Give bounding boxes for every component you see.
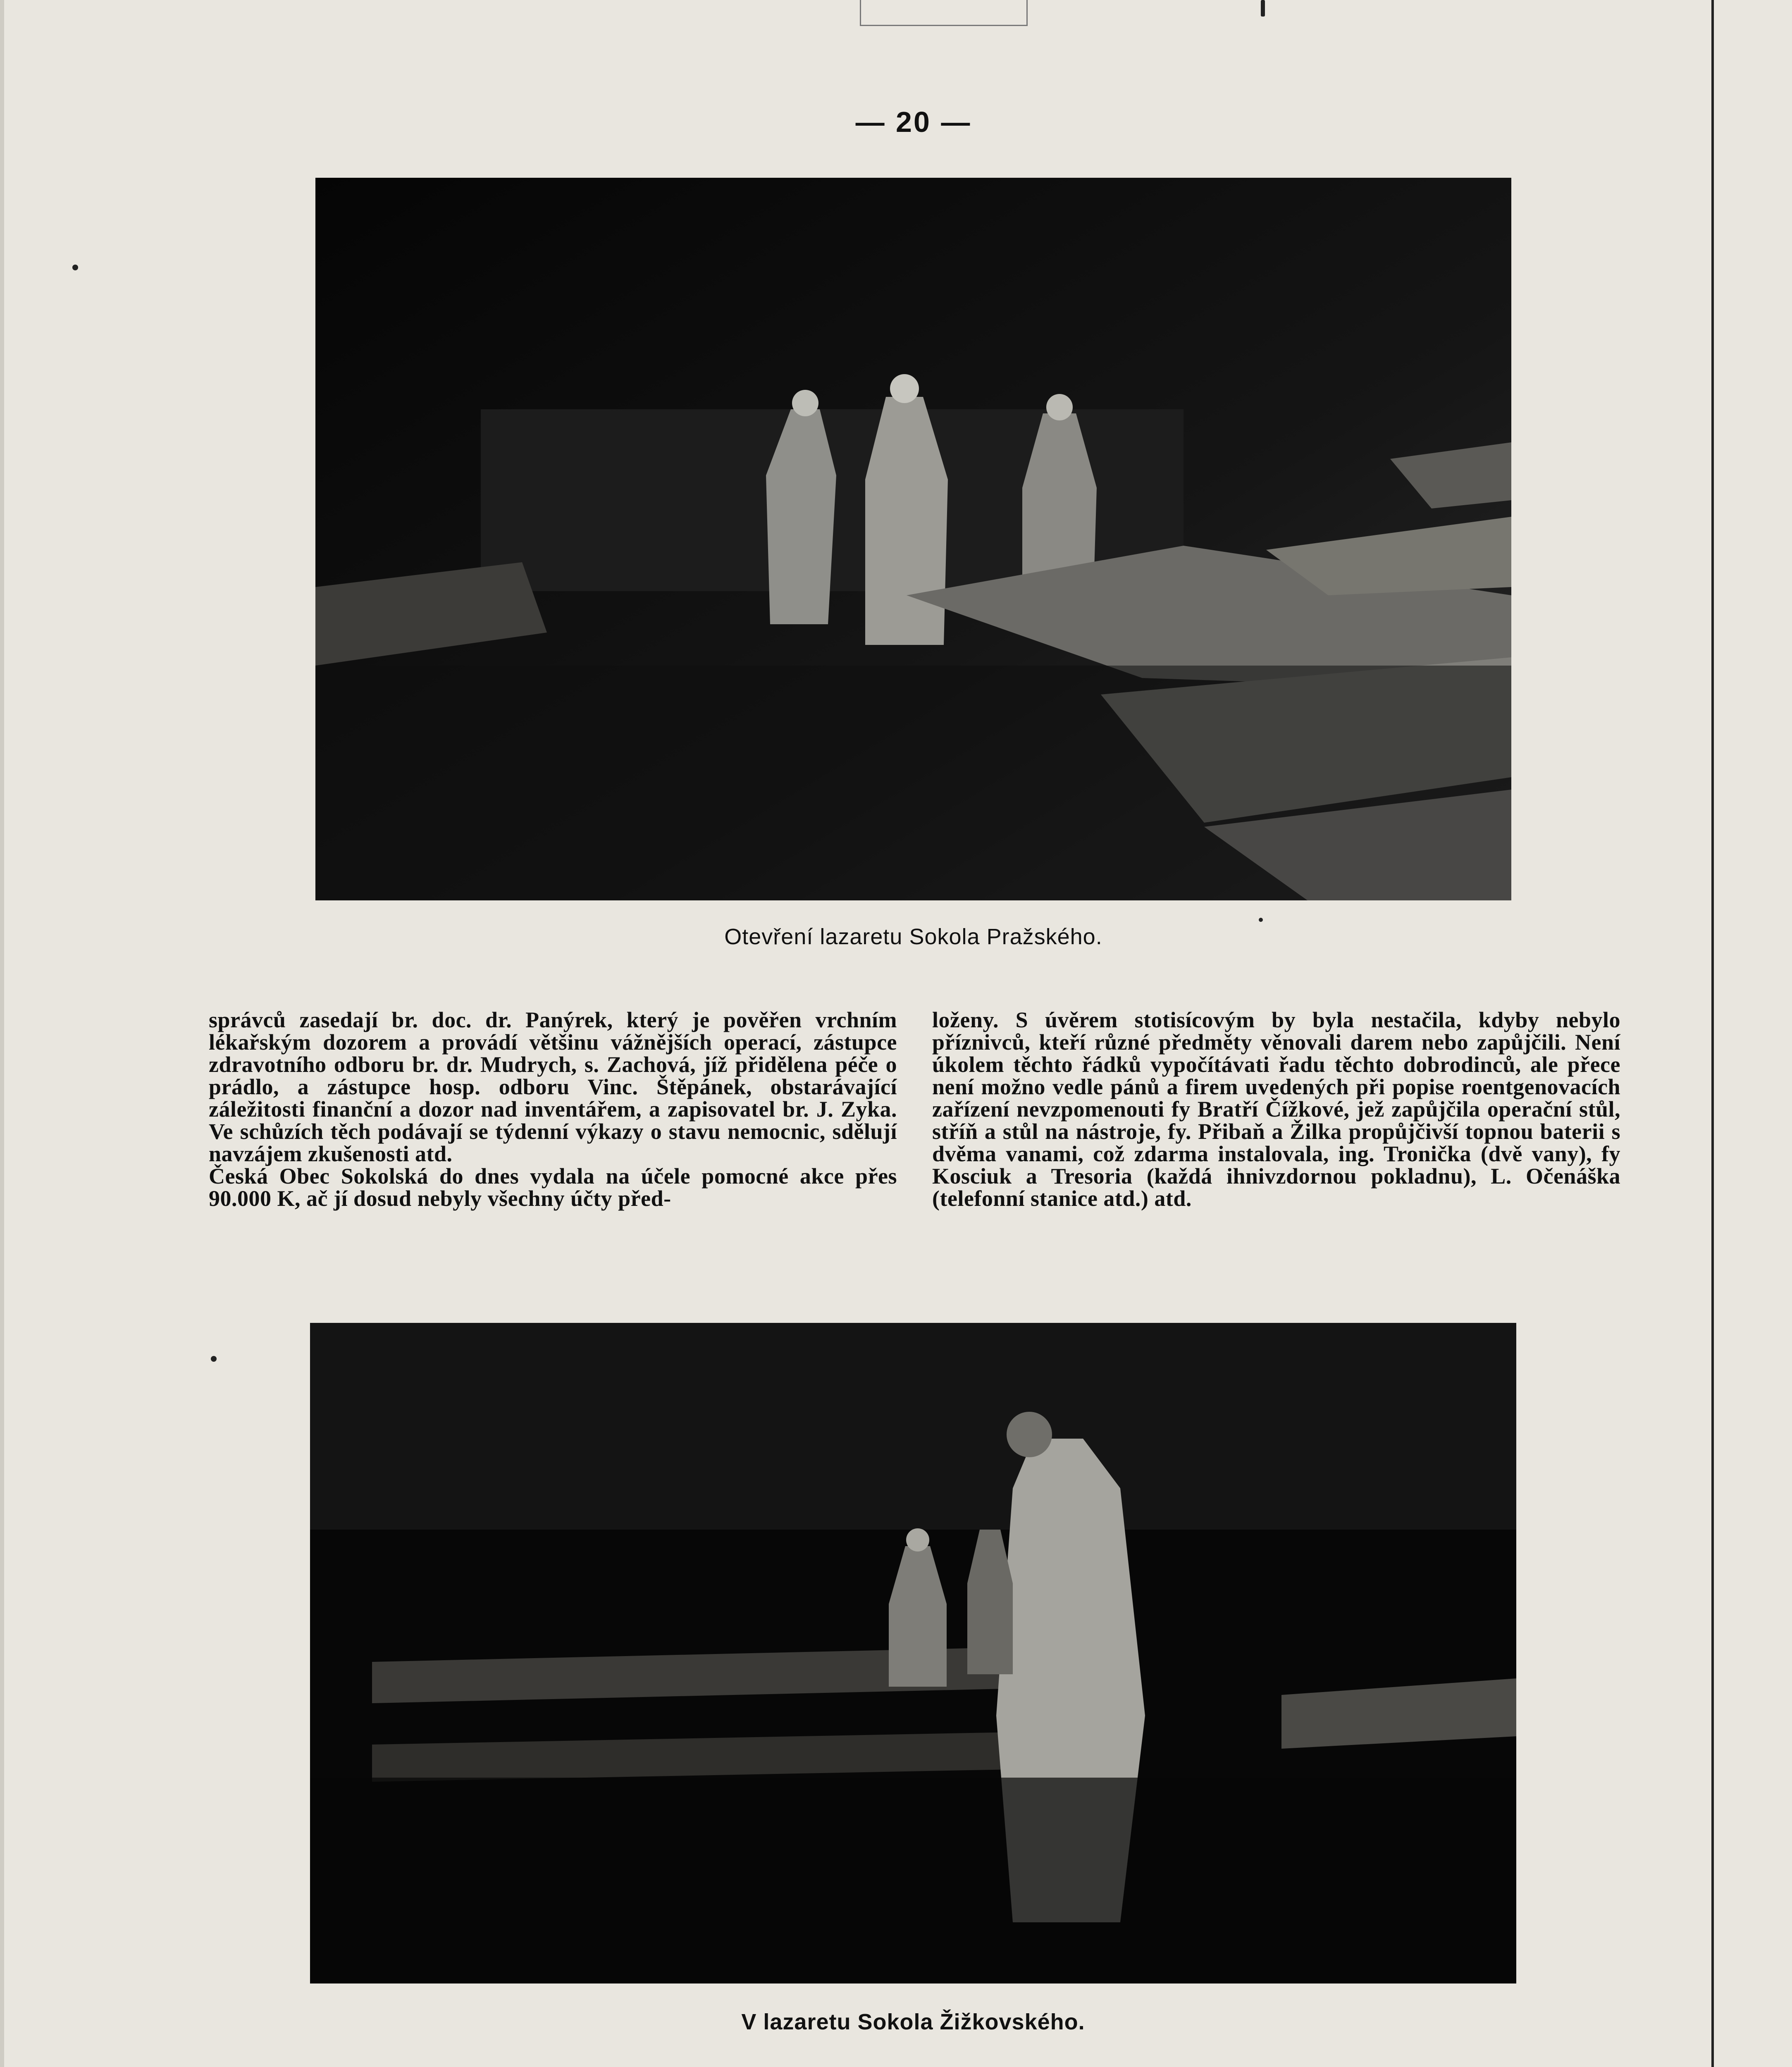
photo-caption-1: Otevření lazaretu Sokola Pražského. xyxy=(724,924,1102,949)
page-edge-left xyxy=(0,0,4,2067)
paragraph: loženy. S úvěrem stotisícovým by byla nestačila, kdyby nebylo příznivců, kteří různé předměty věnovali darem nebo zapůjčili. Není úkolem těchto řádků vypočítávati řadu těchto dobrodinců, ale přece není možno vedle pánů a firem uvedených při popise roentgenovacích zařízení nevzpomenouti fy Bratří Čížkové, jež zapůjčila operační stůl, stříň a stůl na nástroje, fy. Přibaň a Žilka propůjčivší topnou baterii s dvěma vanami, což zdarma instalovala, ing. Tronička (dvě vany), fy Kosciuk a Tresoria (každá ihnivzdornou pokladnu), L. Očenáška (telefonní stanice atd.) atd. xyxy=(932,1007,1620,1211)
paragraph: Česká Obec Sokolská do dnes vydala na účele pomocné akce přes 90.000 K, ač jí dosud nebyly všechny účty před- xyxy=(209,1164,897,1211)
scan-speck xyxy=(1261,0,1265,17)
scan-speck xyxy=(211,1356,217,1362)
page-number: — 20 — xyxy=(855,106,972,138)
page-edge-right xyxy=(1711,0,1714,2067)
photo-hospital-ward xyxy=(310,1323,1516,1983)
photo-caption-2: V lazaretu Sokola Žižkovského. xyxy=(741,2010,1085,2034)
text-column-left xyxy=(209,1009,897,1210)
photo-hospital-opening xyxy=(315,178,1511,900)
text-column-right xyxy=(932,1009,1620,1210)
paragraph: správců zasedají br. doc. dr. Panýrek, který je pověřen vrchním lékařským dozorem a provádí většinu vážnějších operací, zástupce zdravotního odboru br. dr. Mudrych, s. Zachová, jíž přidělena péče o prádlo, a zástupce hosp. odboru Vinc. Štěpánek, obstarávající záležitosti finanční a dozor nad inventářem, a zapisovatel br. J. Zyka. Ve schůzích těch podávají se týdenní výkazy o stavu nemocnic, sdělují navzájem zkušenosti atd. xyxy=(209,1007,897,1166)
scan-speck xyxy=(1259,918,1263,922)
binding-mark xyxy=(860,0,1028,26)
scan-speck xyxy=(72,265,78,270)
